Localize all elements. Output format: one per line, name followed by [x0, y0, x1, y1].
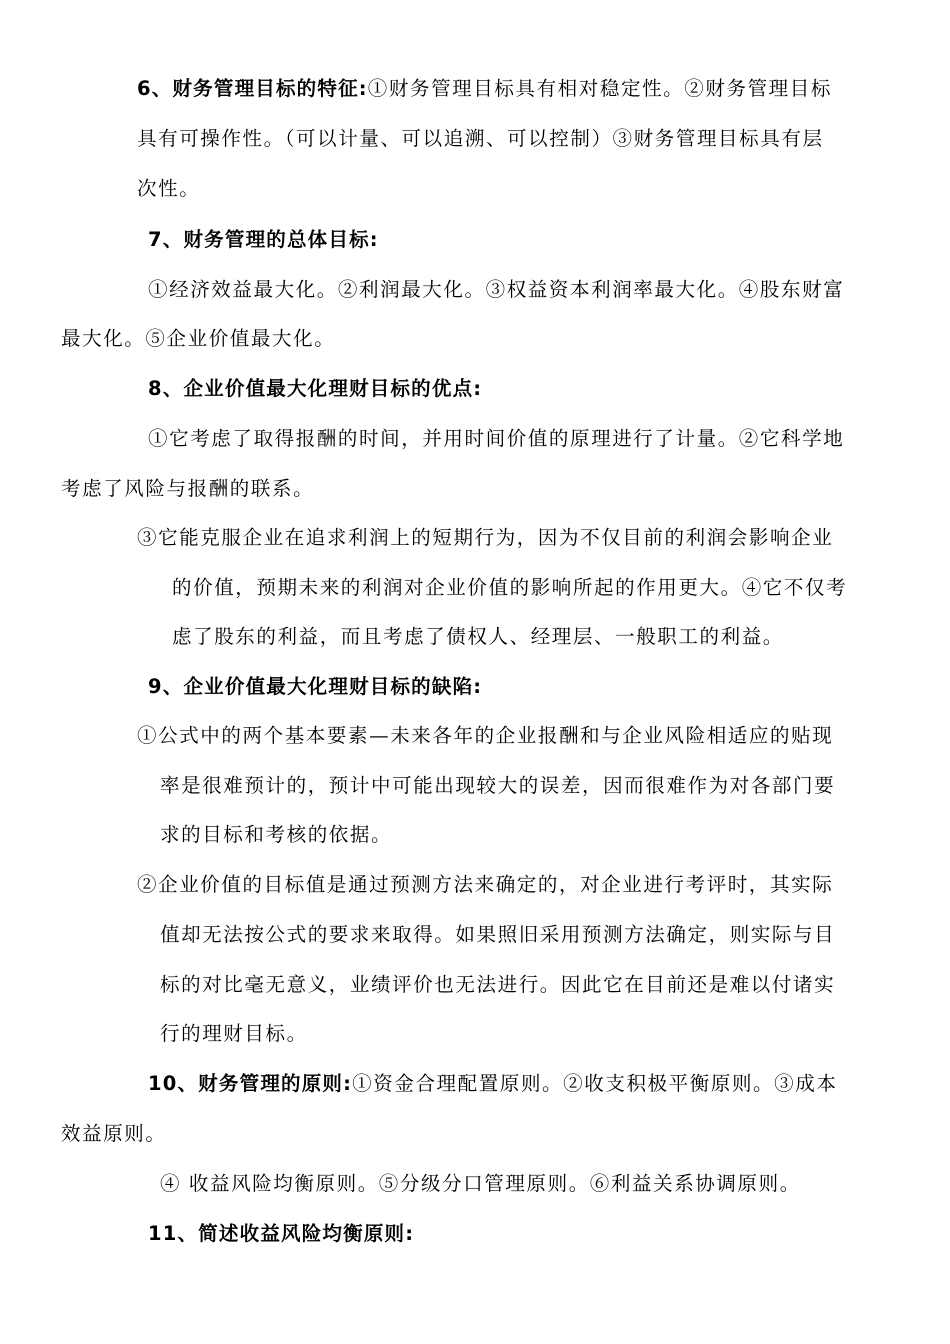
section-7-line-1: ①经济效益最大化。②利润最大化。③权益资本利润率最大化。④股东财富 — [148, 278, 845, 301]
section-6-line-3: 次性。 — [137, 177, 201, 200]
section-6-line-2: 具有可操作性。（可以计量、可以追溯、可以控制）③财务管理目标具有层 — [137, 127, 824, 150]
section-7-line-2: 最大化。⑤企业价值最大化。 — [61, 327, 336, 350]
section-8-line-1: ①它考虑了取得报酬的时间，并用时间价值的原理进行了计量。②它科学地 — [148, 427, 845, 450]
section-9-line-2: 率是很难预计的，预计中可能出现较大的误差，因而很难作为对各部门要 — [160, 774, 836, 797]
section-9-line-6: 标的对比毫无意义，业绩评价也无法进行。因此它在目前还是难以付诸实 — [160, 973, 836, 996]
section-7-heading: 7、财务管理的总体目标: — [148, 228, 379, 251]
section-8-heading: 8、企业价值最大化理财目标的优点: — [148, 377, 483, 400]
section-8-line-4: 的价值，预期未来的利润对企业价值的影响所起的作用更大。④它不仅考 — [172, 576, 848, 599]
section-9-line-3: 求的目标和考核的依据。 — [160, 823, 393, 846]
section-9-heading: 9、企业价值最大化理财目标的缺陷: — [148, 675, 483, 698]
section-6-text-1: ①财务管理目标具有相对稳定性。②财务管理目标 — [367, 77, 832, 100]
section-9-line-5: 值却无法按公式的要求来取得。如果照旧采用预测方法确定，则实际与目 — [160, 923, 836, 946]
section-6-heading: 6、财务管理目标的特征: — [137, 77, 368, 100]
section-8-line-3: ③它能克服企业在追求利润上的短期行为，因为不仅目前的利润会影响企业 — [137, 526, 834, 549]
section-9-heading-line — [148, 673, 482, 701]
section-8-line-2: 考虑了风险与报酬的联系。 — [61, 477, 315, 500]
section-8-heading-line — [148, 375, 482, 403]
section-10-line-1 — [148, 1070, 837, 1098]
section-7-heading-line — [148, 226, 379, 254]
section-10-line-3: ④ 收益风险均衡原则。⑤分级分口管理原则。⑥利益关系协调原则。 — [160, 1172, 801, 1195]
section-9-line-1: ①公式中的两个基本要素—未来各年的企业报酬和与企业风险相适应的贴现 — [137, 724, 834, 747]
section-9-line-4: ②企业价值的目标值是通过预测方法来确定的，对企业进行考评时，其实际 — [137, 873, 834, 896]
section-11-heading-line — [148, 1220, 414, 1248]
section-9-line-7: 行的理财目标。 — [160, 1022, 308, 1045]
section-8-line-5: 虑了股东的利益，而且考虑了债权人、经理层、一般职工的利益。 — [172, 625, 784, 648]
section-6-line-1 — [137, 75, 832, 103]
section-10-text-1: ①资金合理配置原则。②收支积极平衡原则。③成本 — [352, 1072, 838, 1095]
section-10-heading: 10、财务管理的原则: — [148, 1072, 353, 1095]
section-10-line-2: 效益原则。 — [61, 1122, 167, 1145]
section-11-heading: 11、简述收益风险均衡原则: — [148, 1222, 415, 1245]
